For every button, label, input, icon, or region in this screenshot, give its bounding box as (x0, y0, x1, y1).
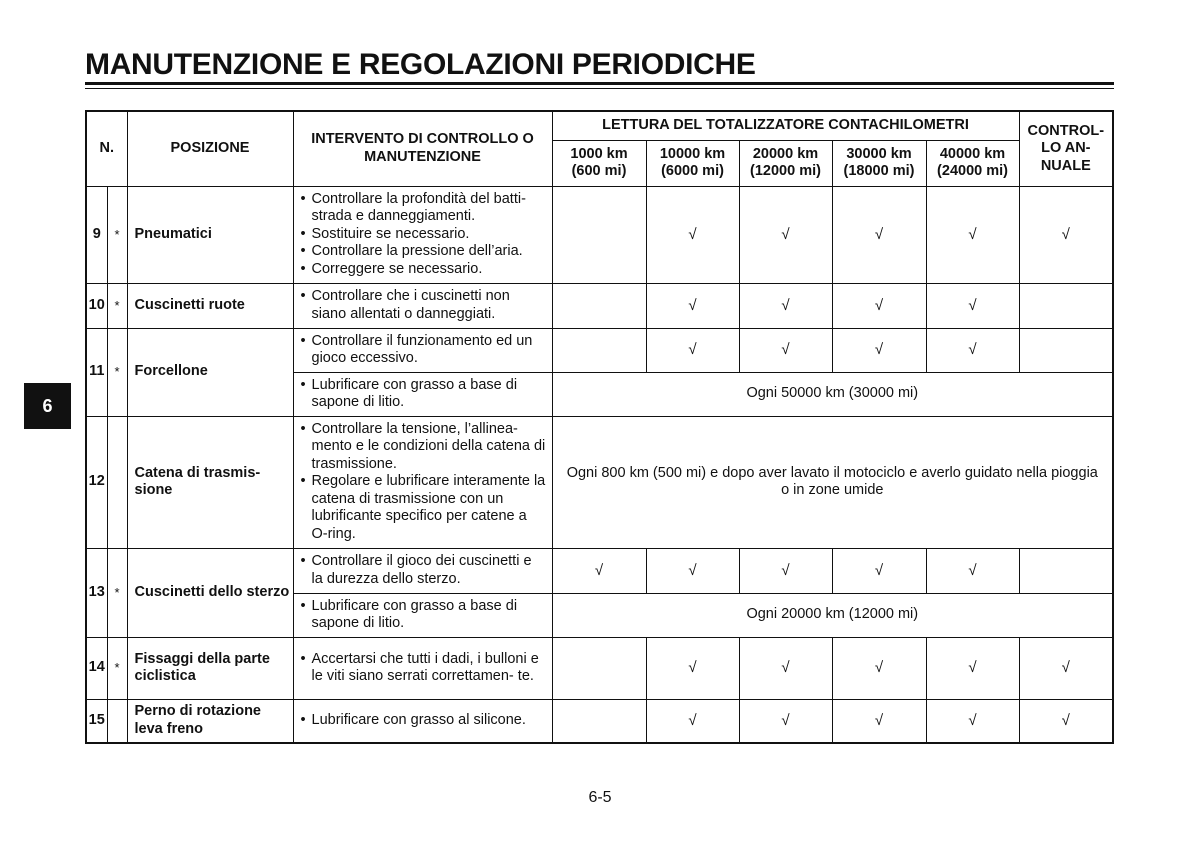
row-asterisk: * (107, 328, 127, 416)
header-annuale-line: LO AN- (1041, 140, 1091, 156)
row-actions (293, 416, 552, 548)
check-mark: √ (832, 186, 926, 283)
action-item: • Controllare il funzionamento ed un gioco eccessivo. (301, 333, 546, 368)
header-km-1 (552, 140, 646, 186)
check-mark: √ (739, 637, 832, 699)
check-mark: √ (739, 699, 832, 743)
row-position: Cuscinetti ruote (127, 283, 293, 328)
mi-label: (12000 mi) (750, 163, 821, 179)
header-km-2 (646, 140, 739, 186)
action-item: • Sostituire se necessario. (301, 226, 546, 244)
check-mark: √ (926, 328, 1019, 372)
interval-note: Ogni 50000 km (30000 mi) (552, 372, 1113, 416)
action-item: • Correggere se necessario. (301, 261, 546, 279)
row-actions (293, 699, 552, 743)
mi-label: (600 mi) (571, 163, 627, 179)
check-mark: √ (832, 637, 926, 699)
row-number: 10 (86, 283, 107, 328)
action-item: • Controllare la tensione, l’allinea- mento e le condizioni della catena di trasmissione. (301, 421, 546, 474)
check-mark: √ (739, 283, 832, 328)
header-annuale-line: NUALE (1040, 157, 1091, 174)
action-item: • Controllare la profondità del batti- strada e danneggiamenti. (301, 191, 546, 226)
mi-label: (6000 mi) (661, 163, 724, 179)
check-mark: √ (1019, 699, 1113, 743)
check-mark: √ (832, 548, 926, 593)
check-cell (1019, 548, 1113, 593)
row-number: 13 (86, 548, 107, 637)
page-number: 6-5 (588, 789, 612, 806)
check-mark: √ (926, 283, 1019, 328)
header-intervento: INTERVENTO DI CONTROLLO O MANUTENZIONE (293, 111, 552, 186)
check-mark: √ (926, 637, 1019, 699)
check-mark: √ (1019, 637, 1113, 699)
check-mark: √ (832, 699, 926, 743)
action-item: • Lubrificare con grasso a base di sapone di litio. (301, 377, 546, 412)
action-item: • Controllare la pressione dell’aria. (301, 243, 546, 261)
row-asterisk (107, 699, 127, 743)
row-actions (293, 186, 552, 283)
action-item: • Regolare e lubrificare interamente la catena di trasmissione con un lubrificante specifico per catene a O-ring. (301, 473, 546, 543)
check-mark: √ (926, 186, 1019, 283)
table-row (86, 548, 1113, 593)
row-actions (293, 637, 552, 699)
row-number: 12 (86, 416, 107, 548)
check-cell (552, 283, 646, 328)
check-mark: √ (926, 548, 1019, 593)
header-annuale-line: CONTROL- (1027, 122, 1105, 139)
check-mark: √ (646, 699, 739, 743)
check-mark: √ (832, 328, 926, 372)
table-row (86, 186, 1113, 283)
interval-note: Ogni 800 km (500 mi) e dopo aver lavato il motociclo e averlo guidato nella pioggia o in zone umide (552, 416, 1113, 548)
header-annuale (1019, 111, 1113, 186)
check-mark: √ (646, 186, 739, 283)
row-number: 11 (86, 328, 107, 416)
row-actions (293, 593, 552, 637)
check-cell (552, 186, 646, 283)
table-row (86, 637, 1113, 699)
row-position: Perno di rotazione leva freno (127, 699, 293, 743)
row-asterisk: * (107, 186, 127, 283)
row-position: Cuscinetti dello sterzo (127, 548, 293, 637)
row-number: 9 (86, 186, 107, 283)
table-row (86, 283, 1113, 328)
header-km-5 (926, 140, 1019, 186)
table-row (86, 416, 1113, 548)
header-km-4 (832, 140, 926, 186)
table-row (86, 328, 1113, 372)
row-position: Forcellone (127, 328, 293, 416)
check-cell (552, 328, 646, 372)
km-label: 20000 km (752, 145, 819, 162)
header-km-3 (739, 140, 832, 186)
action-item: • Accertarsi che tutti i dadi, i bulloni e le viti siano serrati correttamen- te. (301, 651, 546, 686)
check-mark: √ (646, 328, 739, 372)
action-item: • Lubrificare con grasso a base di sapone di litio. (301, 598, 546, 633)
row-asterisk: * (107, 637, 127, 699)
check-mark: √ (1019, 186, 1113, 283)
km-label: 40000 km (939, 145, 1006, 162)
mi-label: (18000 mi) (843, 163, 915, 179)
check-cell (1019, 328, 1113, 372)
row-asterisk (107, 416, 127, 548)
row-position: Catena di trasmis- sione (127, 416, 293, 548)
row-asterisk: * (107, 283, 127, 328)
interval-note: Ogni 20000 km (12000 mi) (552, 593, 1113, 637)
page-title: MANUTENZIONE E REGOLAZIONI PERIODICHE (85, 48, 756, 81)
header-lettura: LETTURA DEL TOTALIZZATORE CONTACHILOMETRI (552, 111, 1019, 140)
row-actions (293, 283, 552, 328)
title-underline-thin (85, 88, 1114, 89)
check-cell (552, 637, 646, 699)
row-actions (293, 548, 552, 593)
row-actions (293, 372, 552, 416)
check-mark: √ (646, 637, 739, 699)
row-number: 14 (86, 637, 107, 699)
check-mark: √ (739, 548, 832, 593)
check-mark: √ (552, 548, 646, 593)
row-asterisk: * (107, 548, 127, 637)
title-underline (85, 82, 1114, 85)
check-cell (1019, 283, 1113, 328)
check-cell (552, 699, 646, 743)
km-label: 1000 km (570, 145, 628, 162)
row-position: Fissaggi della parte ciclistica (127, 637, 293, 699)
action-item: • Controllare che i cuscinetti non siano allentati o danneggiati. (301, 288, 546, 323)
check-mark: √ (739, 328, 832, 372)
check-mark: √ (832, 283, 926, 328)
maintenance-table (85, 110, 1114, 744)
table-row (86, 699, 1113, 743)
header-n: N. (86, 111, 127, 186)
row-actions (293, 328, 552, 372)
header-posizione: POSIZIONE (127, 111, 293, 186)
action-item: • Controllare il gioco dei cuscinetti e la durezza dello sterzo. (301, 553, 546, 588)
mi-label: (24000 mi) (937, 163, 1008, 179)
chapter-tab: 6 (24, 383, 71, 429)
header-row-1 (86, 111, 1113, 140)
km-label: 10000 km (659, 145, 726, 162)
check-mark: √ (739, 186, 832, 283)
action-item: • Lubrificare con grasso al silicone. (301, 712, 546, 730)
km-label: 30000 km (846, 145, 912, 162)
row-position: Pneumatici (127, 186, 293, 283)
row-number: 15 (86, 699, 107, 743)
check-mark: √ (646, 283, 739, 328)
check-mark: √ (646, 548, 739, 593)
check-mark: √ (926, 699, 1019, 743)
